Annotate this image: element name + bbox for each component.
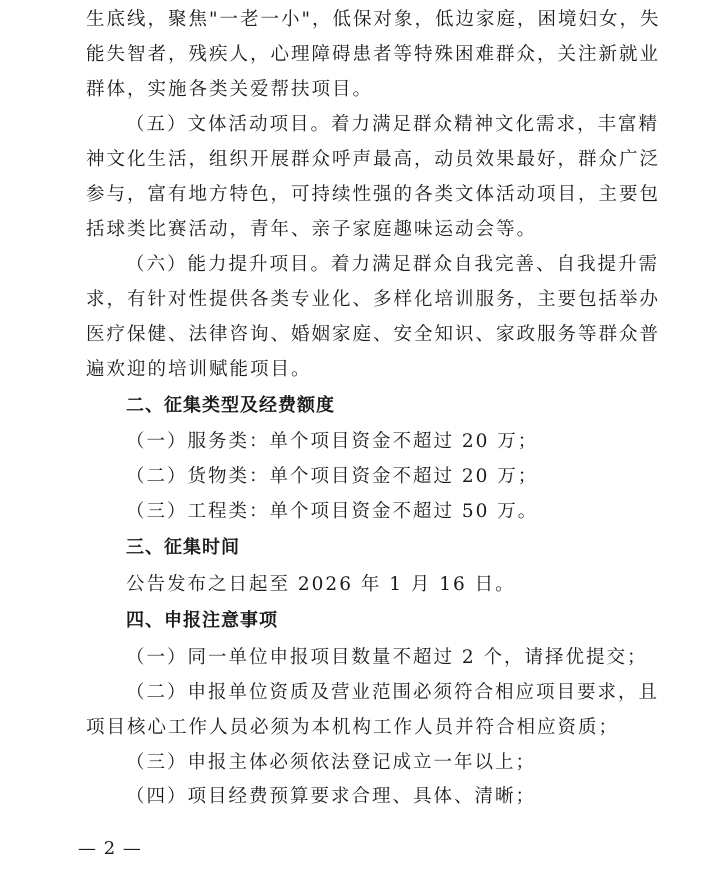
paragraph-line: 群体，实施各类关爱帮扶项目。 xyxy=(86,79,374,100)
paragraph-line: 项目核心工作人员必须为本机构工作人员并符合相应资质； xyxy=(86,717,620,738)
paragraph-line: 遍欢迎的培训赋能项目。 xyxy=(86,359,312,380)
paragraph-line: 能失智者，残疾人，心理障碍患者等特殊困难群众，关注新就业 xyxy=(86,44,661,65)
paragraph-line: 括球类比赛活动，青年、亲子家庭趣味运动会等。 xyxy=(86,219,538,240)
paragraph-line: 参与，富有地方特色，可持续性强的各类文体活动项目，主要包 xyxy=(86,184,661,205)
list-item: （三）申报主体必须依法登记成立一年以上； xyxy=(126,752,537,773)
heading-collection-time: 三、征集时间 xyxy=(126,537,240,558)
heading-notes: 四、申报注意事项 xyxy=(126,610,278,631)
paragraph-line: 求，有针对性提供各类专业化、多样化培训服务，主要包括举办 xyxy=(86,289,661,310)
paragraph-line: 生底线，聚焦"一老一小"，低保对象，低边家庭，困境妇女，失 xyxy=(86,9,661,30)
paragraph-line: 神文化生活，组织开展群众呼声最高，动员效果最好，群众广泛 xyxy=(86,149,661,170)
list-item: （三）工程类：单个项目资金不超过 50 万。 xyxy=(126,501,539,522)
list-item: （四）项目经费预算要求合理、具体、清晰； xyxy=(126,786,537,807)
section-six-line: （六）能力提升项目。着力满足群众自我完善、自我提升需 xyxy=(126,254,660,275)
list-item: （二）申报单位资质及营业范围必须符合相应项目要求，且 xyxy=(126,682,660,703)
paragraph-line: 医疗保健、法律咨询、婚姻家庭、安全知识、家政服务等群众普 xyxy=(86,324,661,345)
list-item: （一）同一单位申报项目数量不超过 2 个，请择优提交； xyxy=(126,647,648,668)
list-item: （一）服务类：单个项目资金不超过 20 万； xyxy=(126,431,539,452)
list-item: （二）货物类：单个项目资金不超过 20 万； xyxy=(126,466,539,487)
paragraph-line: 公告发布之日起至 2026 年 1 月 16 日。 xyxy=(126,574,516,595)
page-number: — 2 — xyxy=(78,838,142,859)
section-five-line: （五）文体活动项目。着力满足群众精神文化需求，丰富精 xyxy=(126,114,660,135)
heading-collection-types: 二、征集类型及经费额度 xyxy=(126,395,335,416)
